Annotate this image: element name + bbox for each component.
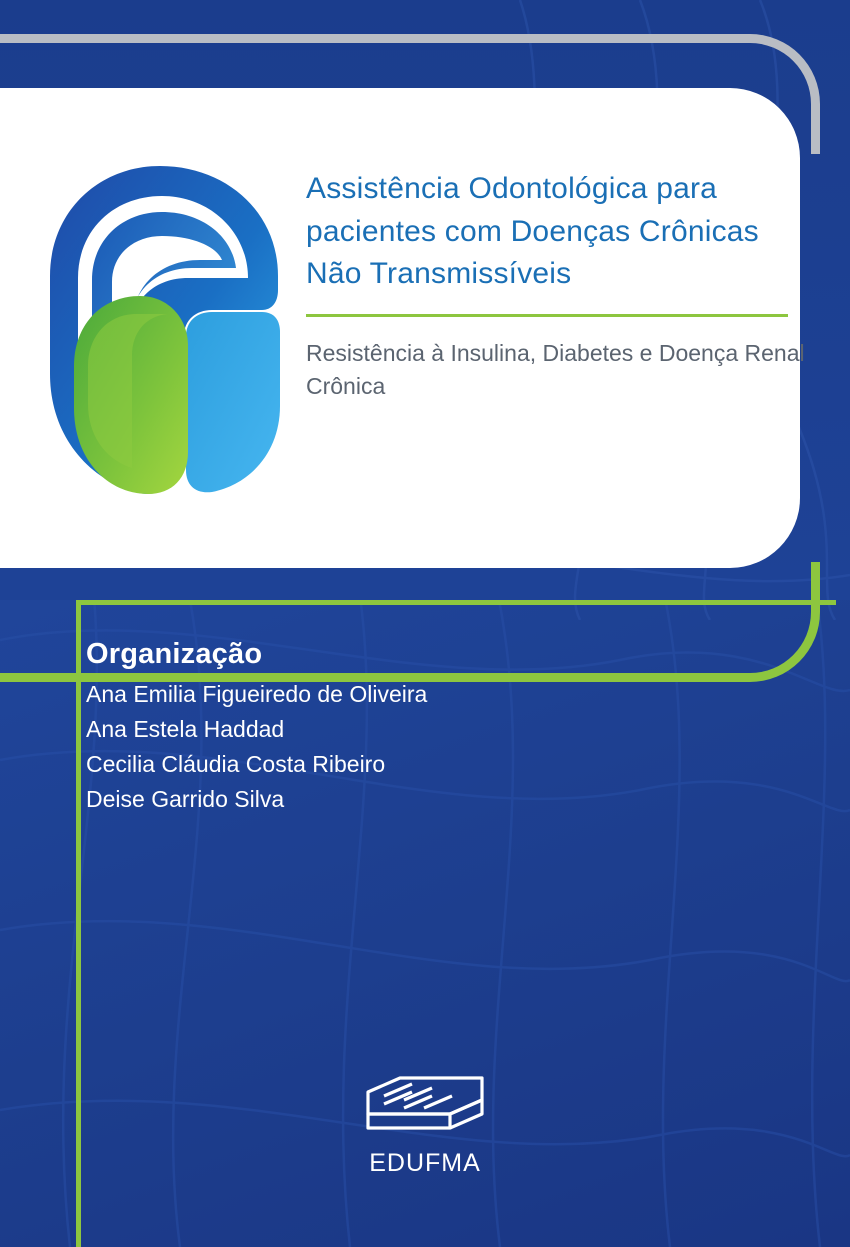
- organization-name: Ana Emilia Figueiredo de Oliveira: [86, 681, 428, 707]
- publisher-block: [0, 1068, 850, 1178]
- edufma-book-logo-icon: [360, 1068, 490, 1138]
- page-subtitle: Resistência à Insulina, Diabetes e Doença Renal Crônica: [306, 339, 805, 400]
- publisher-name: EDUFMA: [369, 1149, 481, 1177]
- title-block: [306, 168, 806, 403]
- organization-name: Cecilia Cláudia Costa Ribeiro: [86, 750, 386, 777]
- page-title: Assistência Odontológica para pacientes com Doenças Crônicas Não Transmissíveis: [306, 172, 759, 291]
- organization-block: [86, 638, 686, 817]
- organization-name: Ana Estela Haddad: [86, 715, 285, 742]
- tooth-shield-logo-icon: [36, 160, 286, 500]
- title-divider: [306, 314, 788, 317]
- organization-heading: Organização: [86, 638, 263, 670]
- organization-name: Deise Garrido Silva: [86, 785, 285, 812]
